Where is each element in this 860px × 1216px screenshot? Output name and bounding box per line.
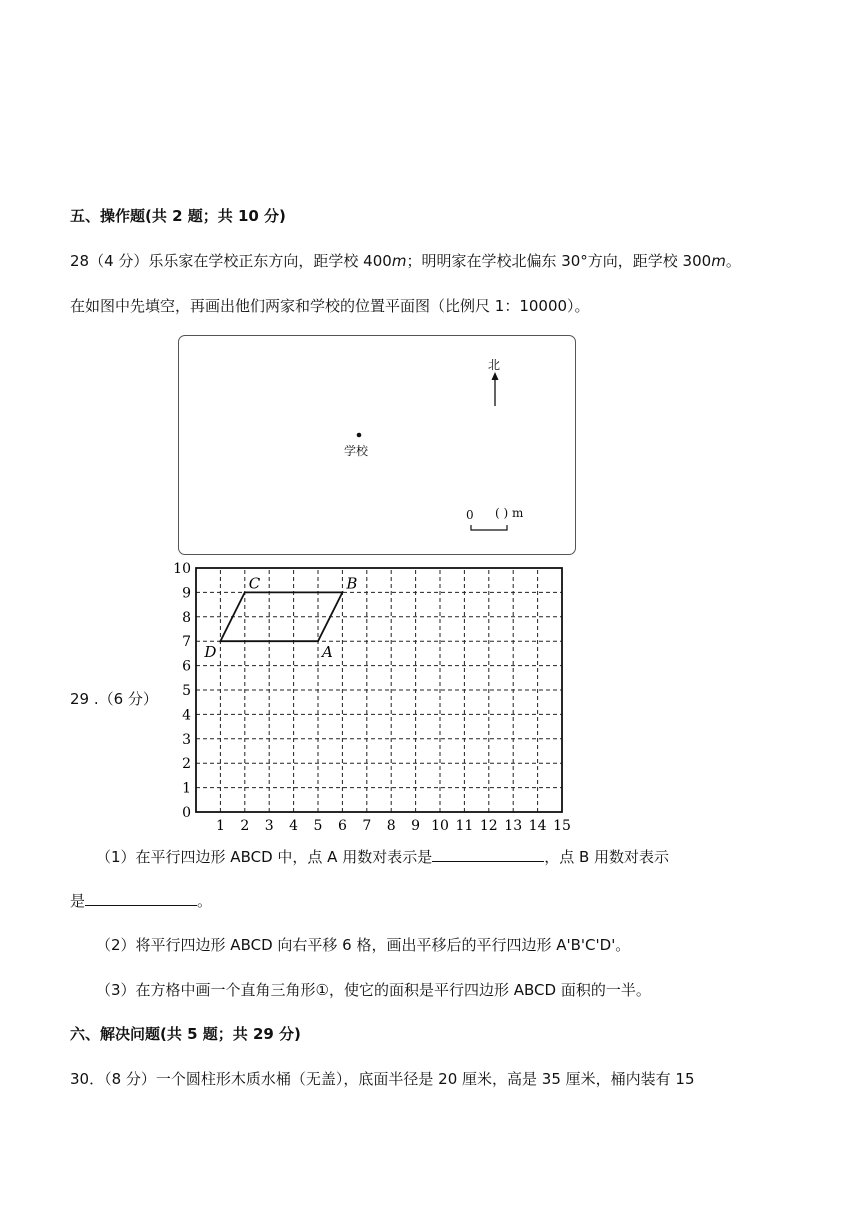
q28-line2: 在如图中先填空，再画出他们两家和学校的位置平面图（比例尺 1：10000）。 xyxy=(70,297,590,315)
grid-lines xyxy=(196,568,562,812)
q28-text-b: ；明明家在学校北偏东 30°方向，距学校 300 xyxy=(406,252,712,270)
q28-line1 xyxy=(70,251,741,271)
north-arrow-icon xyxy=(489,372,501,408)
scale-unit-label: ( ) m xyxy=(495,506,524,520)
x-tick-label: 7 xyxy=(362,818,372,834)
north-label: 北 xyxy=(488,358,501,372)
vertex-label-a: A xyxy=(322,643,333,662)
y-tick-label: 3 xyxy=(182,731,191,748)
school-label: 学校 xyxy=(344,444,369,458)
q29-part1-line2 xyxy=(70,891,212,911)
q29-part1-text-d: 。 xyxy=(197,892,213,910)
y-tick-label: 2 xyxy=(182,756,191,773)
q29-part1-text-a: （1）在平行四边形 ABCD 中，点 A 用数对表示是 xyxy=(96,848,433,866)
section-5-title: 五、操作题(共 2 题；共 10 分) xyxy=(70,207,286,225)
x-tick-label: 13 xyxy=(504,818,523,834)
q29-part1-line1 xyxy=(96,847,669,867)
x-tick-label: 8 xyxy=(386,818,396,834)
vertex-label-b: B xyxy=(346,574,358,593)
vertex-label-c: C xyxy=(248,574,261,593)
x-tick-label: 12 xyxy=(479,818,498,834)
q28-unit-2: m xyxy=(711,252,726,270)
x-tick-label: 3 xyxy=(264,818,274,834)
y-tick-label: 7 xyxy=(182,634,191,651)
y-tick-label: 8 xyxy=(182,609,191,626)
grid-tick-labels xyxy=(173,561,571,834)
q28-text-a: 28（4 分）乐乐家在学校正东方向，距学校 400 xyxy=(70,252,392,270)
x-tick-label: 5 xyxy=(313,818,323,834)
x-tick-label: 9 xyxy=(411,818,421,834)
y-tick-label: 9 xyxy=(182,585,191,602)
x-tick-label: 2 xyxy=(240,818,250,834)
y-tick-label: 5 xyxy=(182,683,191,699)
q29-part3: （3）在方格中画一个直角三角形①，使它的面积是平行四边形 ABCD 面积的一半。 xyxy=(96,981,651,999)
q29-part1-text-b: ，点 B 用数对表示 xyxy=(544,848,670,866)
y-tick-label: 4 xyxy=(182,707,191,724)
x-tick-label: 11 xyxy=(455,818,474,834)
y-tick-label: 10 xyxy=(173,561,191,577)
scale-zero-label: 0 xyxy=(466,508,474,522)
parallelogram-abcd xyxy=(203,574,357,661)
coordinate-grid-figure xyxy=(172,556,572,838)
q28-text-c: 。 xyxy=(725,252,741,270)
y-tick-label: 6 xyxy=(182,658,191,675)
q28-unit-1: m xyxy=(391,252,407,270)
x-tick-label: 14 xyxy=(528,818,547,834)
x-tick-label: 6 xyxy=(337,818,347,834)
q29-part1-text-c: 是 xyxy=(70,892,86,910)
y-tick-label: 0 xyxy=(182,805,191,821)
q29-label: 29 .（6 分） xyxy=(70,690,158,708)
scale-bar xyxy=(470,524,510,532)
answer-blank-point-a[interactable] xyxy=(432,847,544,862)
x-tick-label: 4 xyxy=(289,818,299,834)
q29-part2: （2）将平行四边形 ABCD 向右平移 6 格，画出平移后的平行四边形 A'B'C'D'。 xyxy=(96,936,631,954)
answer-blank-point-b[interactable] xyxy=(85,891,197,906)
x-tick-label: 15 xyxy=(553,818,571,834)
x-tick-label: 1 xyxy=(215,818,225,834)
q30-text: 30．（8 分）一个圆柱形木质水桶（无盖），底面半径是 20 厘米，高是 35 厘米，桶内装有 15 xyxy=(70,1070,695,1088)
school-point xyxy=(356,432,362,438)
section-6-title: 六、解决问题(共 5 题；共 29 分) xyxy=(70,1025,301,1043)
location-map-figure xyxy=(178,335,576,555)
vertex-label-d: D xyxy=(204,643,217,662)
x-tick-label: 10 xyxy=(431,818,449,834)
y-tick-label: 1 xyxy=(182,780,191,797)
